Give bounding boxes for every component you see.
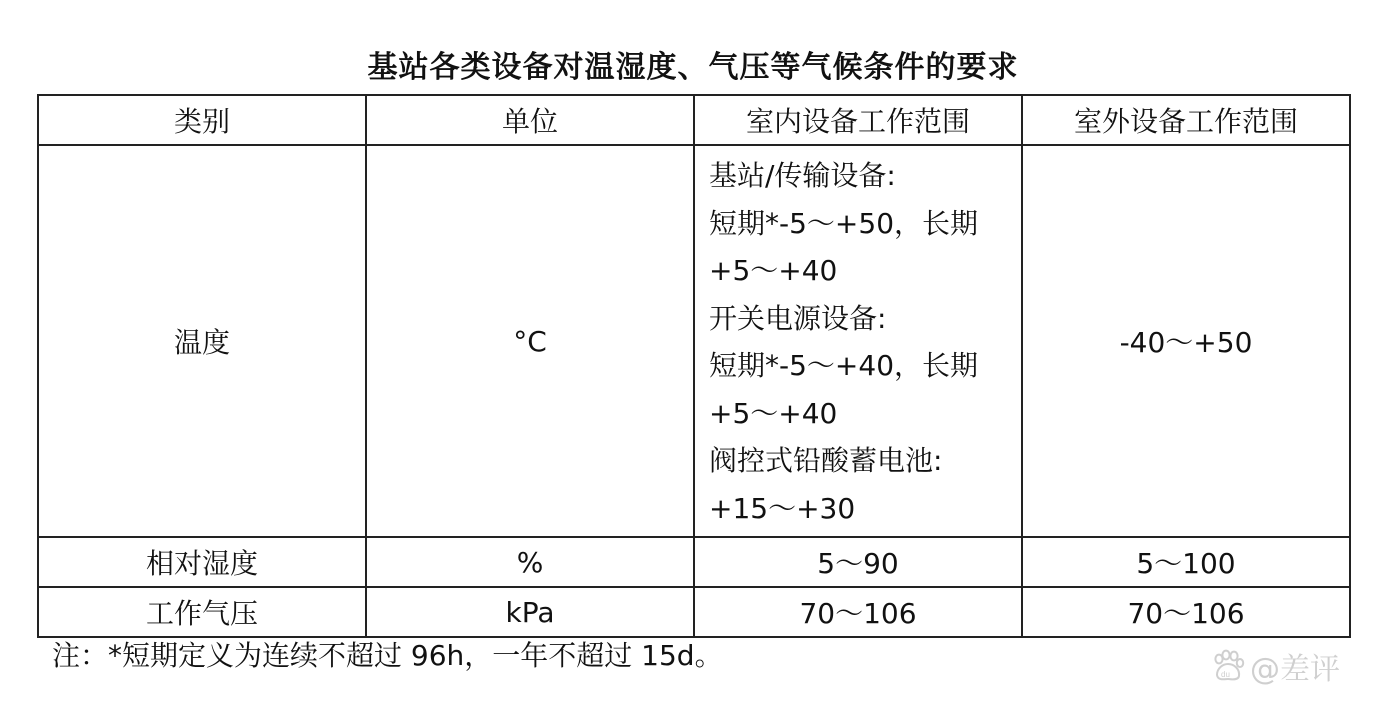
table-title: 基站各类设备对温湿度、气压等气候条件的要求 bbox=[367, 50, 1019, 85]
cell-category: 温度 bbox=[38, 145, 366, 537]
cell-outdoor-range: -40～+50 bbox=[1022, 145, 1350, 537]
header-indoor-range: 室内设备工作范围 bbox=[694, 95, 1022, 145]
watermark bbox=[1210, 644, 1340, 688]
cell-indoor-range: 5～90 bbox=[694, 537, 1022, 587]
table-row-humidity bbox=[38, 537, 1350, 587]
cell-outdoor-range: 5～100 bbox=[1022, 537, 1350, 587]
watermark-text: @差评 bbox=[1250, 652, 1340, 687]
header-row bbox=[38, 95, 1350, 145]
indoor-temp-line: 短期*-5～+40，长期 bbox=[709, 349, 979, 382]
footnote: 注：*短期定义为连续不超过 96h，一年不超过 15d。 bbox=[52, 639, 723, 672]
indoor-temp-line: 阀控式铅酸蓄电池: bbox=[709, 444, 943, 477]
cell-category: 工作气压 bbox=[38, 587, 366, 637]
cell-indoor-range bbox=[694, 145, 1022, 537]
cell-category: 相对湿度 bbox=[38, 537, 366, 587]
header-outdoor-range: 室外设备工作范围 bbox=[1022, 95, 1350, 145]
table-row-temperature bbox=[38, 145, 1350, 537]
cell-outdoor-range: 70～106 bbox=[1022, 587, 1350, 637]
cell-unit: % bbox=[366, 537, 694, 587]
indoor-temp-line: +5～+40 bbox=[709, 396, 838, 430]
indoor-temp-line: +15～+30 bbox=[709, 491, 856, 525]
baidu-paw-icon bbox=[1210, 648, 1246, 684]
indoor-temp-line: +5～+40 bbox=[709, 254, 838, 287]
cell-unit: kPa bbox=[366, 587, 694, 637]
indoor-temp-line: 基站/传输设备: bbox=[709, 159, 896, 192]
table-row-pressure bbox=[38, 587, 1350, 637]
header-unit: 单位 bbox=[366, 95, 694, 145]
header-category: 类别 bbox=[38, 95, 366, 145]
indoor-temp-line: 开关电源设备: bbox=[709, 301, 887, 335]
indoor-temp-line: 短期*-5～+50，长期 bbox=[709, 206, 979, 240]
cell-unit: °C bbox=[366, 145, 694, 537]
climate-requirements-table bbox=[37, 94, 1351, 638]
cell-indoor-range: 70～106 bbox=[694, 587, 1022, 637]
svg-text:du: du bbox=[1221, 670, 1230, 679]
